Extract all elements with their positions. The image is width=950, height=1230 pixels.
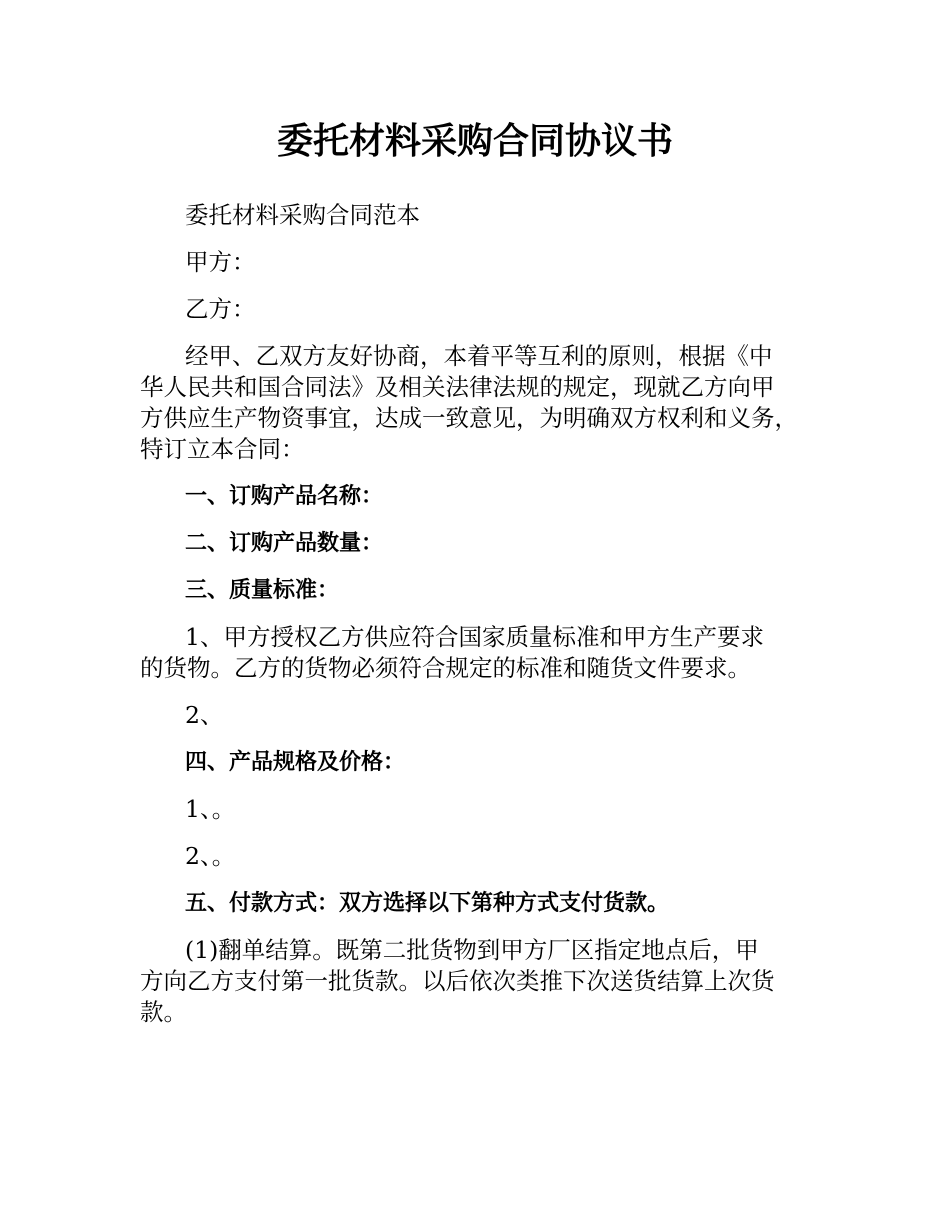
quality-clause-2: 2、 xyxy=(185,701,224,729)
section-heading-product-quantity: 二、订购产品数量： xyxy=(185,531,384,556)
section-heading-product-name: 一、订购产品名称： xyxy=(185,484,384,509)
section-heading-spec-price: 四、产品规格及价格： xyxy=(185,750,406,775)
section-heading-quality-standard: 三、质量标准： xyxy=(185,578,340,603)
quality-clause-1: 1、甲方授权乙方供应符合国家质量标准和甲方生产要求 的货物。乙方的货物必须符合规定的标准和随货文件要求。 xyxy=(140,623,764,682)
party-b-line: 乙方： xyxy=(185,295,256,323)
party-a-line: 甲方： xyxy=(185,248,256,276)
document-body xyxy=(140,200,830,1028)
contract-subtitle: 委托材料采购合同范本 xyxy=(185,201,420,229)
payment-clause-1: (1)翻单结算。既第二批货物到甲方厂区指定地点后，甲 方向乙方支付第一批货款。以后依次类推下次送货结算上次货 款。 xyxy=(140,936,775,1026)
preamble-paragraph: 经甲、乙双方友好协商，本着平等互利的原则，根据《中 华人民共和国合同法》及相关法律法规的规定，现就乙方向甲 方供应生产物资事宜，达成一致意见，为明确双方权利和义务， 特订立本合同： xyxy=(140,342,798,463)
document-title: 委托材料采购合同协议书 xyxy=(276,121,673,162)
spec-clause-2: 2、。 xyxy=(185,842,236,870)
section-heading-payment: 五、付款方式：双方选择以下第种方式支付货款。 xyxy=(185,891,670,916)
spec-clause-1: 1、。 xyxy=(185,795,236,823)
